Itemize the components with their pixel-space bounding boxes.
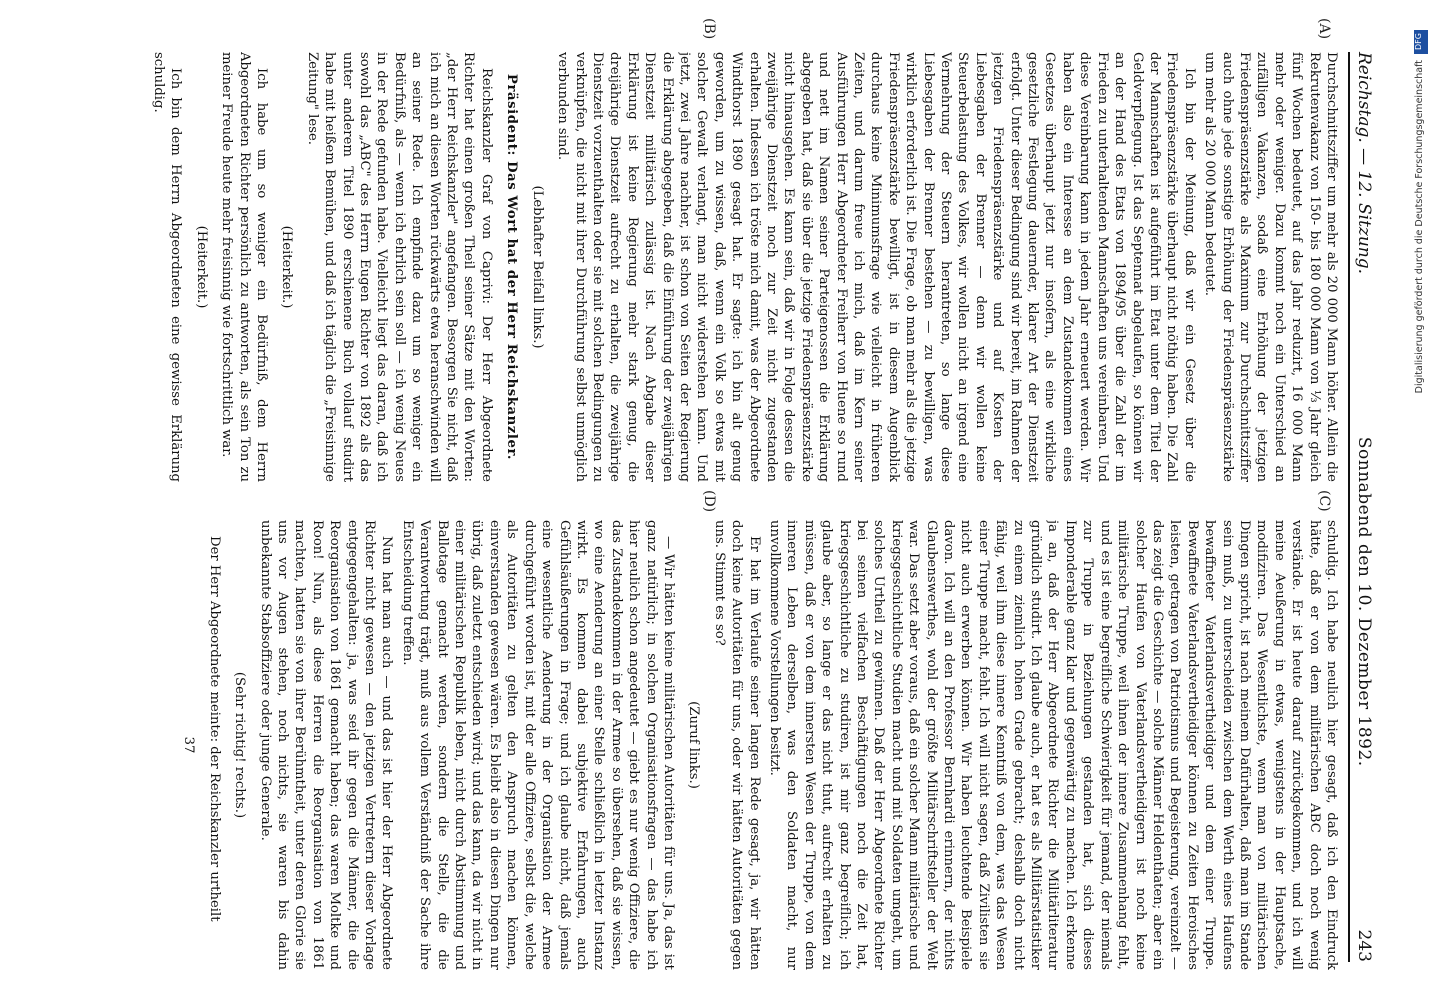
left-column <box>40 52 1340 482</box>
margin-letter-c: (C) <box>1316 490 1332 512</box>
page-number: 243 <box>1354 929 1374 962</box>
paragraph: Durchschnittsziffer um mehr als 20 000 Mann höher. Allein die Rekrutenvakanz von 150- bis 180 000 Mann von ⅓ Jahr gleich fünf Wochen bedeutet, auf das Jahr reduzirt, 16 000 Mann mehr oder weniger. Dazu kommt noch ein Unterschied an zufälligen Vakanzen, sodaß eine Erhöhung der jetzigen Friedenspräsenzstärke als Maximum zur Durchschnittsziffer auch ohne jede sonstige Erhöhung der Friedenspräsenzstärke um mehr als 20 000 Mann bedeutet. <box>1202 52 1339 482</box>
header-left: Reichstag. — 12. Sitzung. <box>1354 52 1374 275</box>
paragraph: Reichskanzler Graf von Caprivi: Der Herr Abgeordnete Richter hat einen großen Theil seiner Sätze mit den Worten: „der Herr Reichskanzler" angefangen. Besorgen Sie nicht, daß ich mich an diesen Worten rückwärts etwa heranschwinden will an seiner Rede. Ich empfinde dazu um so weniger ein Bedürfniß, als — wenn ich ehrlich sein soll — ich wenig Neues in der Rede gefunden habe. Vielleicht liegt das daran, daß ich sowohl das „ABC" des Herrn Eugen Richter von 1892 als das unter anderem Titel 1890 erschienene Buch vollauf studirt habe mit heißem Bemühen, und daß ich täglich die „Freisinnige Zeitung" lese. <box>304 52 494 482</box>
paragraph: Der Herr Abgeordnete meinte: der Reichskanzler urtheilt <box>206 536 222 922</box>
interjection: (Heiterkeit.) <box>279 225 295 309</box>
margin-letter-d: (D) <box>701 490 717 513</box>
page-header <box>1348 52 1394 962</box>
right-column <box>40 520 1340 970</box>
dfg-logo: DFG <box>1414 30 1428 54</box>
paragraph: Ich bin dem Herrn Abgeordneten eine gewisse Erklärung schuldig. <box>151 52 184 482</box>
margin-letter-b: (B) <box>701 18 717 40</box>
paragraph: Nun hat man auch — und das ist hier der Herr Abgeordnete Richter nicht gewesen — den jetzigen Vertretern dieser Vorlage entgegengehalten: ja, was seid ihr gegen die Männer, die die Reorganisation von 1861 gemacht haben; das waren Moltke und Roon! Nun, als diese Herren die Reorganisation von 1861 machten, hatten sie von ihrer Berühmtheit, unter deren Glorie sie uns vor Augen stehen, noch nichts, sie waren bis dahin unbekannte Stabsoffiziere oder junge Generale. <box>257 520 395 970</box>
paragraph: Ich habe um so weniger ein Bedürfniß, dem Herrn Abgeordneten Richter persönlich zu antworten, als sein Ton zu meiner Freude heute mehr freisinnig wie fortschrittlich war. <box>219 52 270 482</box>
paragraph: schuldig. Ich habe neulich hier gesagt, daß ich den Eindruck hätte, daß er von dem militärischen ABC doch noch wenig verstände. Er ist heute darauf zurückgekommen, und ich will meine Aeußerung in etwas, wenigstens in der Hauptsache, modifiziren. Das Wesentlichste, wenn man von militärischen Dingen spricht, ist nach meinem Dafürhalten, daß man im Stande sein muß, zu unterscheiden zwischen dem Werth eines Haufens bewaffneter Vaterlandsvertheidiger und dem einer Truppe. Bewaffnete Vaterlandsvertheidiger können zu Zeiten Heroisches leisten, getragen von Patriotismus und Begeisterung, vereinzelt — das zeigt die Geschichte — solche Männer Heldenthaten; aber ein solcher Haufen von Vaterlandsvertheidigern ist noch keine militärische Truppe, weil ihnen der innere Zusammenhang fehlt, und es ist eine begreifliche Schwierigkeit für jemand, der niemals zur Truppe in Beziehungen gestanden hat, sich dieses Imponderable ganz klar und gegenwärtig zu machen. Ich erkenne ja an, daß der Herr Abgeordnete Richter die Militärliteratur gründlich studirt. Ich glaube auch, er hat es als Militärstatistiker zu einem ziemlich hohen Grade gebracht; deshalb doch nicht fähig, weil ihm diese innere Kenntniß von dem, was das Wesen einer Truppe macht, fehlt. Ich will nicht sagen, daß Zivilisten sie nicht auch erwerben können. Wir haben leuchtende Beispiele davon. Ich will an den Professor Bernhardi erinnern, der nichts Glaubenswerthes, wohl der größte Militärschriftsteller der Welt war. Das setzt aber voraus, daß ein solcher Mann militärische und kriegsgeschichtliche Studien macht und mit Soldaten umgeht, um solches Urtheil zu gewinnen. Daß der Herr Abgeordnete Richter bei seinen vielfachen Beschäftigungen noch die Zeit hat, kriegsgeschichtliche zu studiren, ist mir ganz begreiflich; ich glaube aber, so lange er das nicht thut, aufrecht erhalten zu müssen, daß er von dem innersten Wesen der Truppe, von dem inneren Leben derselben, was den Soldaten macht, nur unvollkommene Vorstellungen besitzt. <box>767 520 1339 970</box>
interjection: (Zuruf links.) <box>686 701 702 789</box>
side-note: Digitalisierung gefördert durch die Deutsche Forschungsgemeinschaft <box>1414 60 1425 394</box>
interjection: (Sehr richtig! rechts.) <box>232 671 248 819</box>
signature-mark: 37 <box>181 736 197 754</box>
margin-letter-a: (A) <box>1316 18 1332 40</box>
header-center: Sonnabend den 10. Dezember 1892. <box>1354 436 1374 767</box>
interjection: (Lebhafter Beifall links.) <box>529 185 545 349</box>
paragraph: Ich bin der Meinung, daß wir ein Gesetz über die Friedenspräsenzstärke überhaupt nicht nöthig haben. Die Zahl der Mannschaften ist aufgeführt im Etat unter dem Titel der Geldverpflegung. Ist das Septennat abgelaufen, so können wir an der Hand des Etats von 1894/95 über die Zahl der im Frieden zu unterhaltenden Mannschaften uns vereinbaren. Und diese Vereinbarung kann in jedem Jahr erneuert werden. Wir haben also ein Interesse an dem Zustandekommen eines Gesetzes überhaupt jetzt nur insofern, als eine wirkliche gesetzliche Festlegung dauernder, klarer Art der Dienstzeit erfolgt. Unter dieser Bedingung sind wir bereit, im Rahmen der jetzigen Friedenspräsenzstärke und auf Kosten der Liebesgaben der Brenner — denn wir wollen keine Steuerbelastung des Volkes, wir wollen nicht an irgend eine Vermehrung der Steuern herantreten, so lange diese Liebesgaben der Brenner bestehen — zu bewilligen, was wirklich erforderlich ist. Die Frage, ob man mehr als die jetzige Friedenspräsenzstärke bewilligt, ist in diesem Augenblick durchaus keine Minimumsfrage wie vielleicht in früheren Zeiten, und darum freue ich mich, daß im Kern seiner Ausführungen Herr Abgeordneter Freiherr von Huene so rund und nett im Namen seiner Parteigenossen die Erklärung abgegeben hat, daß sie über die jetzige Friedenspräsenzstärke nicht hinausgehen. Es kann sein, daß wir in Folge dessen die zweijährige Dienstzeit noch zur Zeit nicht zugestanden erhalten. Indessen ich tröste mich damit, was der Abgeordnete Windthorst 1890 gesagt hat. Er sagte: ich bin alt genug geworden, um zu wissen, daß, wenn ein Volk so etwas mit solcher Gewalt verlangt, man nicht widerstehen kann. Und jetzt, zwei Jahre nachher, ist schon von Seiten der Regierung die Erklärung abgegeben, daß die Einführung der zweijährigen Dienstzeit militärisch zulässig ist. Nach Abgabe dieser Erklärung ist keine Regierung mehr stark genug, die dreijährige Dienstzeit aufrecht zu erhalten, die zweijährige Dienstzeit vorzuenthalten oder sie mit solchen Bedingungen zu verknüpfen, die nicht mit ihrer Durchführung selbst unmöglich verbunden sind. <box>555 52 1197 482</box>
interjection: (Heiterkeit.) <box>193 225 209 309</box>
side-note-container <box>1414 30 1428 790</box>
speaker-line: Präsident: Das Wort hat der Herr Reichskanzler. <box>504 73 520 461</box>
paragraph: Er hat im Verlaufe seiner langen Rede gesagt, ja, wir hätten doch keine Autoritäten für uns, oder wir hätten Autoritäten gegen uns. Stimmt es so? <box>711 520 762 970</box>
paragraph: — Wir hätten keine militärischen Autoritäten für uns. Ja, das ist ganz natürlich; in solchen Organisationsfragen — das habe ich hier neulich schon angedeutet — giebt es nur wenig Offiziere, die das Zustandekommen in der Armee so übersehen, daß sie wissen, wo eine Aenderung an einer Stelle schließlich in letzter Instanz wirkt. Es kommen dabei subjektive Erfahrungen, auch Gefühlsäußerungen in Frage; und ich glaube nicht, daß jemals eine wesentliche Aenderung in der Organisation der Armee durchgeführt worden ist, mit der alle Offiziere, selbst die, welche als Autoritäten zu gelten den Anspruch machen können, einverstanden gewesen wären. Es bleibt also in diesen Dingen nur übrig, daß zuletzt entschieden wird; und das kann, da wir nicht in einer militärischen Republik leben, nicht durch Abstimmung und Ballotage gemacht werden, sondern die Stelle, die die Verantwortung trägt, muß aus vollem Verständniß der Sache ihre Entscheidung treffen. <box>399 520 676 970</box>
